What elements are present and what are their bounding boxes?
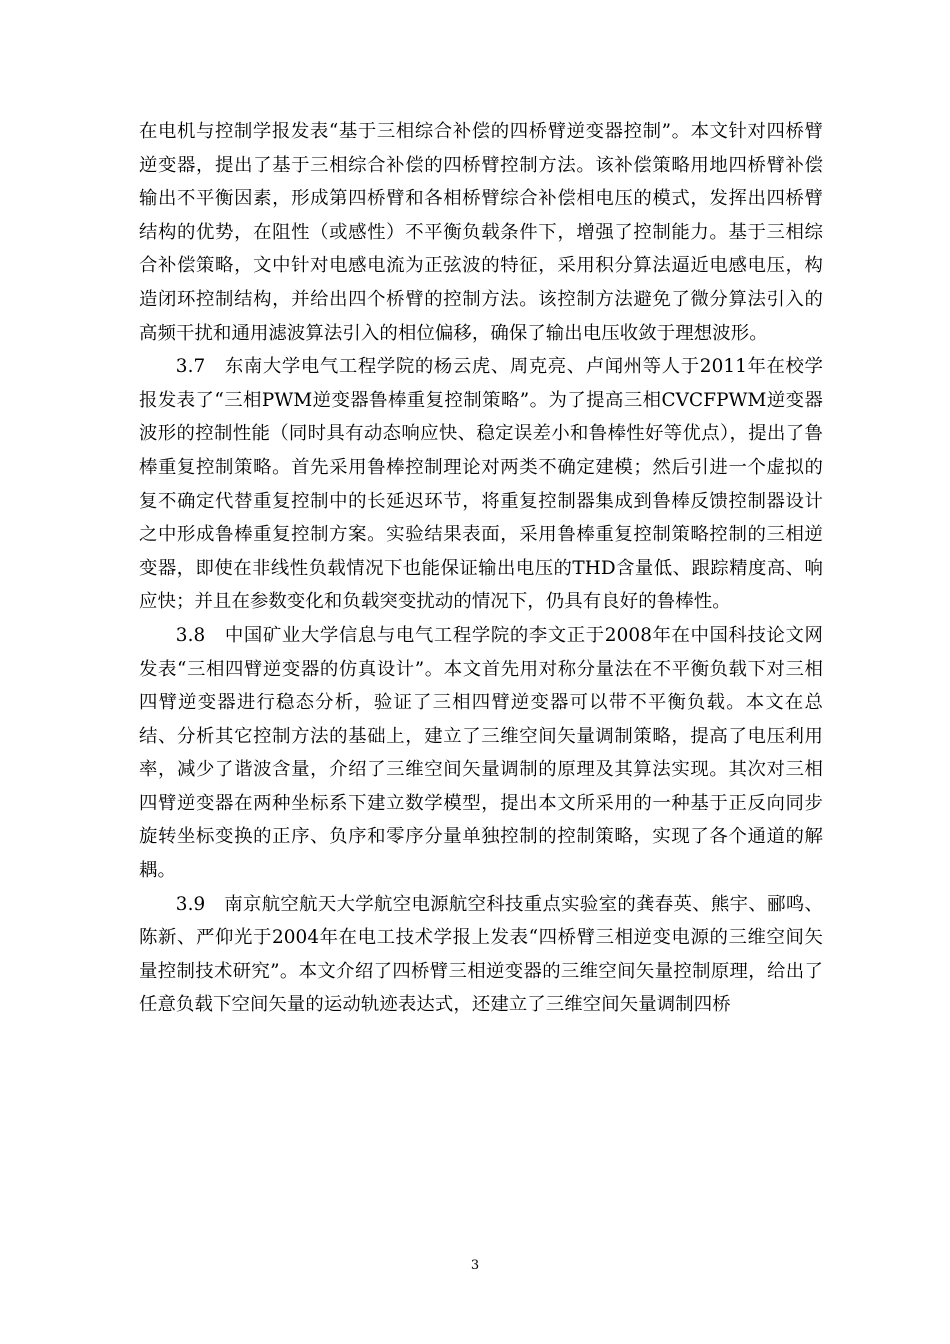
paragraph-section-3-8: 3.8 中国矿业大学信息与电气工程学院的李文正于2008年在中国科技论文网发表“三相四臂逆变器的仿真设计”。本文首先用对称分量法在不平衡负载下对三相四臂逆变器进行稳态分析，验证了三相四臂逆变器可以带不平衡负载。本文在总结、分析其它控制方法的基础上，建立了三维空间矢量调制策略，提高了电压利用率，减少了谐波含量，介绍了三维空间矢量调制的原理及其算法实现。其次对三相四臂逆变器在两种坐标系下建立数学模型，提出本文所采用的一种基于正反向同步旋转坐标变换的正序、负序和零序分量单独控制的控制策略，实现了各个通道的解耦。 — [139, 624, 823, 882]
page-number: 3 — [470, 1258, 480, 1273]
paragraph-continuation: 在电机与控制学报发表“基于三相综合补偿的四桥臂逆变器控制”。本文针对四桥臂逆变器，提出了基于三相综合补偿的四桥臂控制方法。该补偿策略用地四桥臂补偿输出不平衡因素，形成第四桥臂和各相桥臂综合补偿相电压的模式，发挥出四桥臂结构的优势，在阻性（或感性）不平衡负载条件下，增强了控制能力。基于三相综合补偿策略，文中针对电感电流为正弦波的特征，采用积分算法逼近电感电压，构造闭环控制结构，并给出四个桥臂的控制方法。该控制方法避免了微分算法引入的高频干扰和通用滤波算法引入的相位偏移，确保了输出电压收敛于理想波形。 — [139, 121, 823, 344]
paragraph-section-3-7: 3.7 东南大学电气工程学院的杨云虎、周克亮、卢闻州等人于2011年在校学报发表了“三相PWM逆变器鲁棒重复控制策略”。为了提高三相CVCFPWM逆变器波形的控制性能（同时具有动态响应快、稳定误差小和鲁棒性好等优点），提出了鲁棒重复控制策略。首先采用鲁棒控制理论对两类不确定建模；然后引进一个虚拟的复不确定代替重复控制中的长延迟环节，将重复控制器集成到鲁棒反馈控制器设计之中形成鲁棒重复控制方案。实验结果表面，采用鲁棒重复控制策略控制的三相逆变器，即使在非线性负载情况下也能保证输出电压的THD含量低、跟踪精度高、响应快；并且在参数变化和负载突变扰动的情况下，仍具有良好的鲁棒性。 — [139, 356, 823, 613]
document-body — [139, 115, 823, 1022]
paragraph-section-3-9: 3.9 南京航空航天大学航空电源航空科技重点实验室的龚春英、熊宇、郦鸣、陈新、严仰光于2004年在电工技术学报上发表“四桥臂三相逆变电源的三维空间矢量控制技术研究”。本文介绍了四桥臂三相逆变器的三维空间矢量控制原理，给出了任意负载下空间矢量的运动轨迹表达式，还建立了三维空间矢量调制四桥 — [139, 893, 823, 1016]
